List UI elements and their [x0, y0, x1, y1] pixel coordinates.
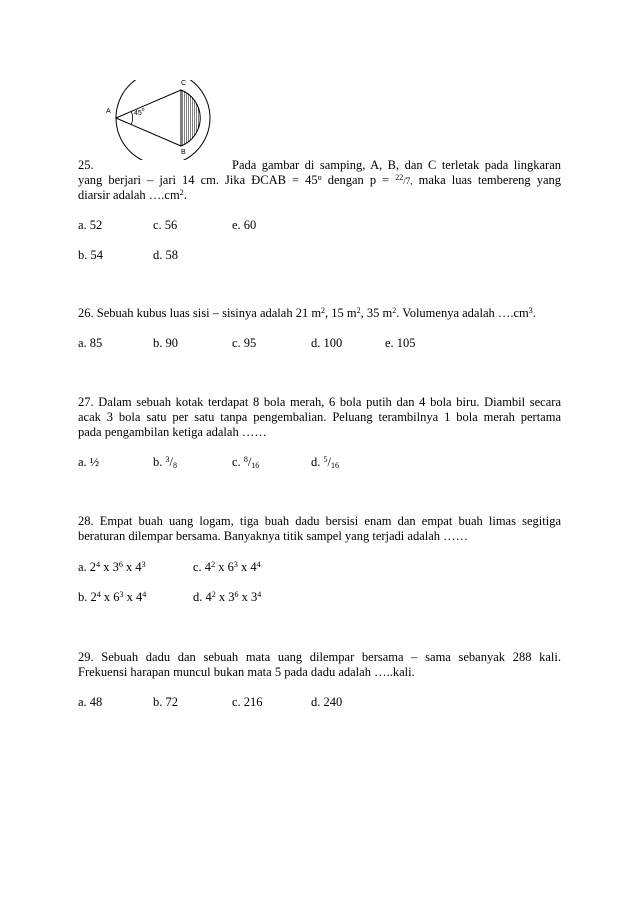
q28-line1: 28. Empat buah uang logam, tiga buah dadu bersisi enam dan empat buah limas segitiga — [78, 514, 561, 528]
q26-option-b[interactable]: b. 90 — [153, 336, 178, 350]
q28-line2: beraturan dilempar bersama. Banyaknya titik sampel yang terjadi adalah …… — [78, 529, 469, 543]
q28-option-d[interactable]: d. $4^2$ x $3^6$ x $3^4$ — [193, 590, 262, 604]
q26-question: 26. Sebuah kubus luas sisi – sisinya adalah 21 $m^2$, 15 $m^2$, 35 $m^2$. Volumenya adalah $\dots.cm^3$. — [78, 306, 536, 320]
chord-ab — [116, 118, 181, 146]
q25-option-e[interactable]: e. 60 — [232, 218, 257, 232]
q26-option-e[interactable]: e. 105 — [385, 336, 416, 350]
q25-option-a[interactable]: a. 52 — [78, 218, 103, 232]
q25-line2: yang berjari – jari 14 cm. Jika ÐCAB = $45^o$ dengan p = $^{22}$/7, maka luas tembereng yang — [78, 173, 562, 187]
q27-option-a[interactable]: a. ½ — [78, 455, 100, 469]
label-b: B — [181, 149, 186, 156]
q25-line3: diarsir adalah $\dots.cm^2$. — [78, 188, 187, 202]
q25-line1-text: Pada gambar di samping, A, B, dan C terletak pada lingkaran — [232, 158, 561, 172]
q27-line2: acak 3 bola satu per satu tanpa pengembalian. Peluang terambilnya 1 bola merah pertama — [78, 410, 561, 424]
q27-line3: pada pengambilan ketiga adalah …… — [78, 425, 267, 439]
angle-arc — [131, 111, 133, 125]
chord-ac — [116, 90, 181, 118]
q29-option-c[interactable]: c. 216 — [232, 695, 263, 709]
q29-option-a[interactable]: a. 48 — [78, 695, 103, 709]
q25-option-b[interactable]: b. 54 — [78, 248, 103, 262]
shaded-segment — [181, 90, 200, 146]
q26-option-a[interactable]: a. 85 — [78, 336, 103, 350]
q28-option-a[interactable]: a. $2^4$ x $3^6$ x $4^3$ — [78, 560, 146, 574]
q26-option-c[interactable]: c. 95 — [232, 336, 257, 350]
q29-option-b[interactable]: b. 72 — [153, 695, 178, 709]
angle-label: 45$^o$ — [134, 107, 145, 117]
q28-option-c[interactable]: c. $4^2$ x $6^3$ x $4^4$ — [193, 560, 261, 574]
q29-line1: 29. Sebuah dadu dan sebuah mata uang dilempar bersama – sama sebanyak 288 kali. — [78, 650, 561, 664]
q29-line2: Frekuensi harapan muncul bukan mata 5 pada dadu adalah …..kali. — [78, 665, 415, 679]
label-c: C — [181, 80, 187, 87]
q27-line1: 27. Dalam sebuah kotak terdapat 8 bola merah, 6 bola putih dan 4 bola biru. Diambil secara — [78, 395, 561, 409]
q29-option-d[interactable]: d. 240 — [311, 695, 343, 709]
q25-line1 — [78, 158, 561, 173]
label-a: A — [106, 108, 111, 115]
q27-option-d[interactable]: d. $^5/_{16}$ — [311, 455, 339, 470]
q27-option-c[interactable]: c. $^8/_{16}$ — [232, 455, 260, 470]
q25-number: 25. — [78, 158, 94, 172]
q28-option-b[interactable]: b. $2^4$ x $6^3$ x $4^4$ — [78, 590, 147, 604]
q27-option-b[interactable]: b. $^3/_8$ — [153, 455, 177, 470]
q25-option-c[interactable]: c. 56 — [153, 218, 178, 232]
q26-option-d[interactable]: d. 100 — [311, 336, 343, 350]
circle-figure — [100, 80, 220, 160]
q25-option-d[interactable]: d. 58 — [153, 248, 178, 262]
